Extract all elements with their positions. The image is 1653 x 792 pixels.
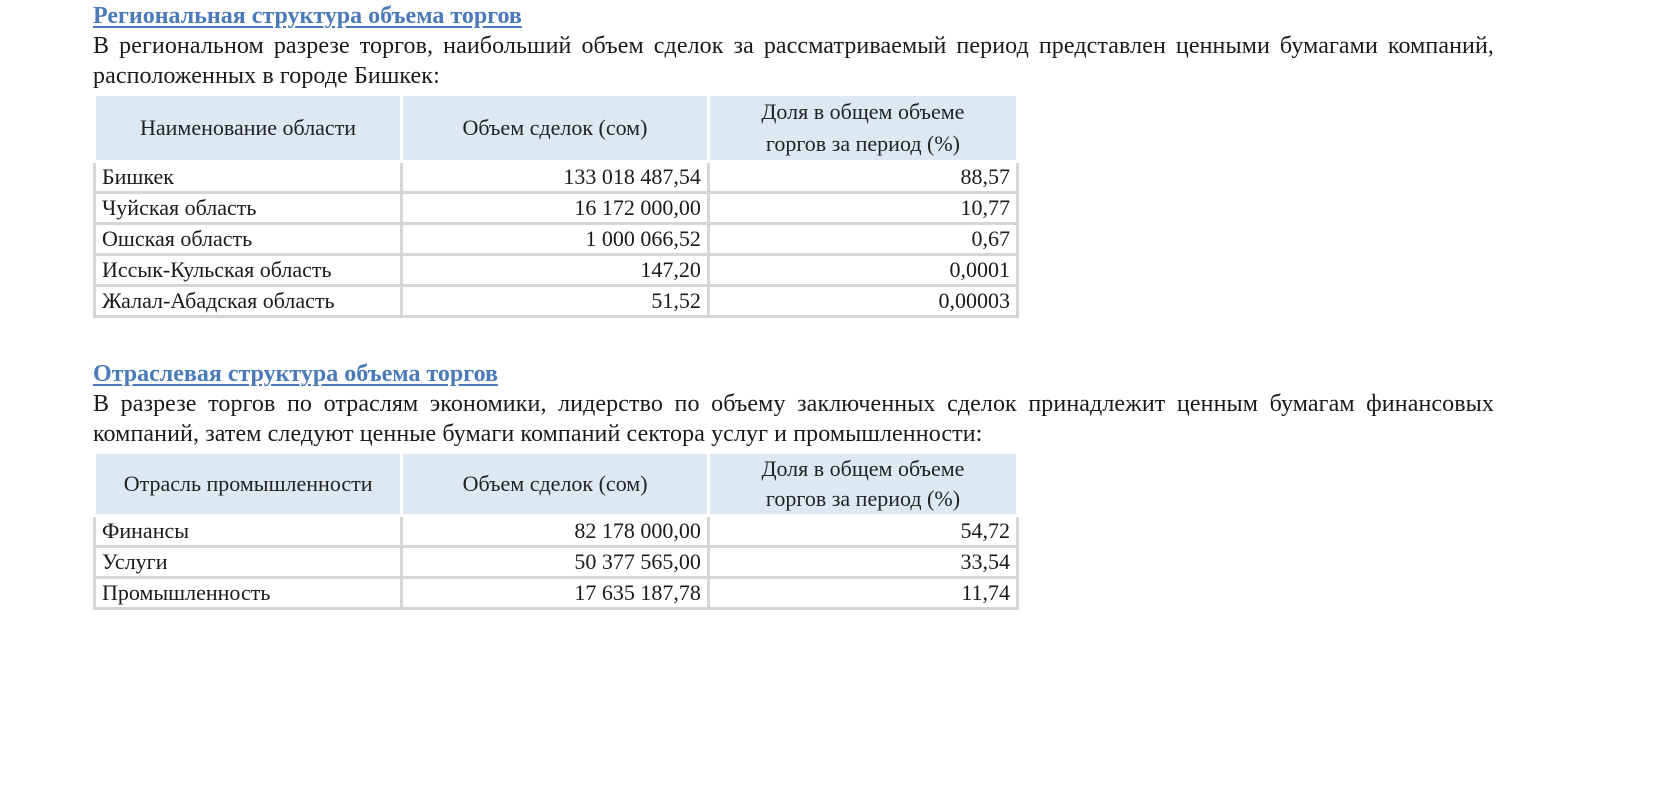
region-share: 0,0001	[708, 255, 1017, 286]
region-name: Жалал-Абадская область	[95, 286, 402, 317]
table-row	[95, 193, 1018, 224]
sectoral-paragraph: В разрезе торгов по отраслям экономики, лидерство по объему заключенных сделок принадлежит ценным бумагам финансовых компаний, затем следуют ценные бумаги компаний сектора услуг и промышленности:	[93, 391, 1494, 447]
column-header-share: Доля в общем объеме горгов за период (%)	[708, 95, 1017, 162]
region-name: Бишкек	[95, 162, 402, 193]
region-volume: 133 018 487,54	[402, 162, 709, 193]
regional-table	[93, 93, 1019, 318]
sector-share: 11,74	[708, 578, 1017, 609]
table-header-row	[95, 95, 1018, 162]
regional-paragraph: В региональном разрезе торгов, наибольший объем сделок за рассматриваемый период представлен ценными бумагами компаний, расположенных в городе Бишкек:	[93, 33, 1494, 89]
column-header-volume: Объем сделок (сом)	[402, 453, 709, 516]
column-header-sector: Отрасль промышленности	[95, 453, 402, 516]
region-name: Ошская область	[95, 224, 402, 255]
column-header-region: Наименование области	[95, 95, 402, 162]
sector-volume: 82 178 000,00	[402, 516, 709, 547]
region-share: 88,57	[708, 162, 1017, 193]
sectoral-section	[93, 360, 1494, 610]
table-row	[95, 516, 1018, 547]
column-header-volume: Объем сделок (сом)	[402, 95, 709, 162]
sectoral-section-title[interactable]: Отраслевая структура объема торгов	[93, 361, 498, 387]
sector-share: 54,72	[708, 516, 1017, 547]
regional-section	[93, 2, 1494, 318]
table-row	[95, 578, 1018, 609]
sector-name: Услуги	[95, 547, 402, 578]
table-row	[95, 286, 1018, 317]
sector-share: 33,54	[708, 547, 1017, 578]
region-name: Иссык-Кульская область	[95, 255, 402, 286]
region-share: 10,77	[708, 193, 1017, 224]
region-name: Чуйская область	[95, 193, 402, 224]
column-header-share: Доля в общем объеме горгов за период (%)	[708, 453, 1017, 516]
table-row	[95, 162, 1018, 193]
sector-name: Финансы	[95, 516, 402, 547]
table-row	[95, 255, 1018, 286]
sector-name: Промышленность	[95, 578, 402, 609]
table-header-row	[95, 453, 1018, 516]
region-share: 0,00003	[708, 286, 1017, 317]
region-volume: 51,52	[402, 286, 709, 317]
table-row	[95, 547, 1018, 578]
table-row	[95, 224, 1018, 255]
sector-volume: 50 377 565,00	[402, 547, 709, 578]
region-volume: 1 000 066,52	[402, 224, 709, 255]
sectoral-table	[93, 451, 1019, 610]
region-share: 0,67	[708, 224, 1017, 255]
sector-volume: 17 635 187,78	[402, 578, 709, 609]
region-volume: 16 172 000,00	[402, 193, 709, 224]
regional-section-title[interactable]: Региональная структура объема торгов	[93, 3, 522, 29]
region-volume: 147,20	[402, 255, 709, 286]
